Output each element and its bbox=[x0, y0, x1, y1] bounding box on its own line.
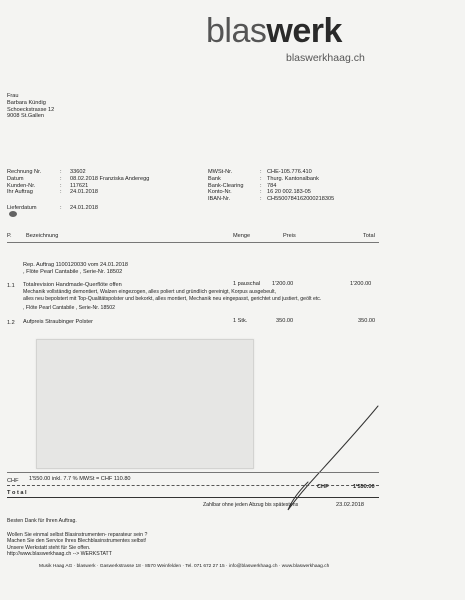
item-note: , Flöte Pearl Cantabile , Serie-Nr. 18502 bbox=[23, 305, 115, 311]
company-website: blaswerkhaag.ch bbox=[286, 52, 365, 64]
item-pos: 1.2 bbox=[7, 320, 15, 326]
recipient-line: 9008 St.Gallen bbox=[7, 113, 45, 120]
item-title: Totalrevision Handmade-Querflöte offen bbox=[23, 282, 122, 288]
bank-colon: : bbox=[260, 169, 262, 175]
item-price: 1'200.00 bbox=[272, 281, 294, 287]
col-header-qty: Menge bbox=[233, 233, 251, 239]
meta-colon: : bbox=[60, 205, 62, 211]
account-number: 16 20 002.183-05 bbox=[267, 189, 311, 196]
meta-label: Datum bbox=[7, 175, 24, 182]
due-date: 23.02.2018 bbox=[336, 502, 364, 508]
meta-colon: : bbox=[60, 175, 62, 182]
payment-terms: Zahlbar ohne jeden Abzug bis spätestens bbox=[203, 502, 299, 508]
meta-colon: : bbox=[60, 189, 62, 196]
iban-number: CH5500784162000218305 bbox=[267, 196, 335, 203]
item-title: Aufpreis Straubinger Polster bbox=[23, 319, 93, 325]
bank-label: Bank bbox=[208, 175, 221, 182]
bank-label: Konto-Nr. bbox=[208, 189, 232, 196]
workshop-line: Wollen Sie einmal selbst Blasinstrumenten- reparateur sein ? bbox=[7, 532, 148, 538]
recipient-line: Schoeckstrasse 12 bbox=[7, 106, 55, 113]
workshop-link: http://www.blaswerkhaag.ch --> WERKSTATT bbox=[7, 551, 112, 558]
delivery-date: 24.01.2018 bbox=[70, 205, 98, 211]
vat-summary: 1'550.00 inkl. 7.7 % MWSt = CHF 110.80 bbox=[29, 476, 131, 482]
item-description: Mechanik vollständig demontiert, Walzen eingezogen, alles poliert und gründlich gereinigt, Korpus ausgebeult, bbox=[23, 289, 276, 295]
total-currency: CHF bbox=[317, 484, 329, 490]
order-reference: Rep. Auftrag 1100120030 vom 24.01.2018 bbox=[23, 262, 129, 268]
total-amount: 1'550.00 bbox=[353, 484, 375, 490]
bank-colon: : bbox=[260, 182, 262, 189]
item-pos: 1.1 bbox=[7, 283, 15, 289]
item-qty: 1 pauschal bbox=[233, 281, 261, 287]
meta-label: Lieferdatum bbox=[7, 205, 37, 211]
company-footer: Musik Haag AG · blaswerk · Gaswerkstrasse 18 · 8570 Weinfelden · Tel. 071 672 27 15 · info@blaswerkhaag.ch · www.blaswerkhaag.ch bbox=[39, 564, 330, 569]
workshop-line: Machen Sie den Service Ihres Blechblasinstrumentes selbst! bbox=[7, 538, 147, 545]
invoice-date: 08.02.2018 Franziska Anderegg bbox=[70, 175, 150, 182]
order-date: 24.01.2018 bbox=[70, 189, 98, 196]
bank-label: IBAN-Nr. bbox=[208, 196, 231, 203]
bank-clearing: 784 bbox=[267, 182, 277, 189]
customer-number: 117621 bbox=[70, 182, 89, 189]
item-price: 350.00 bbox=[276, 318, 294, 324]
order-item: , Flöte Pearl Cantabile , Serie-Nr. 18502 bbox=[23, 269, 123, 275]
item-description: alles neu bepolstert mit Top-Qualitätspolster und bekorkt, alles montiert, Mechanik neu eingepasst, gerichtet und justiert, geölt etc. bbox=[23, 296, 322, 302]
recipient-line: Barbara Kündig bbox=[7, 99, 46, 106]
meta-colon: : bbox=[60, 169, 62, 175]
bank-colon: : bbox=[260, 196, 262, 203]
meta-label: Rechnung Nr. bbox=[7, 169, 42, 175]
item-total: 1'200.00 bbox=[350, 281, 372, 287]
meta-label: Ihr Auftrag bbox=[7, 189, 33, 196]
vat-number: CHE-105.776.410 bbox=[267, 169, 312, 175]
col-header-total: Total bbox=[363, 233, 375, 239]
item-total: 350.00 bbox=[358, 318, 376, 324]
thank-you-note: Besten Dank für Ihren Auftrag. bbox=[7, 518, 77, 524]
col-header-pos: P. bbox=[7, 233, 12, 239]
meta-colon: : bbox=[60, 182, 62, 189]
bank-label: Bank-Clearing bbox=[208, 182, 244, 189]
workshop-note bbox=[7, 532, 147, 558]
total-label: T o t a l bbox=[7, 490, 27, 496]
invoice-number: 33602 bbox=[70, 169, 86, 175]
meta-label: Kunden-Nr. bbox=[7, 182, 36, 189]
recipient-line: Frau bbox=[7, 93, 19, 99]
logo-text-light: blas bbox=[206, 12, 267, 50]
col-header-price: Preis bbox=[283, 233, 296, 239]
summary-rule-top bbox=[7, 472, 379, 473]
logo-text-bold: werk bbox=[266, 12, 342, 50]
bank-label: MWSt-Nr. bbox=[208, 169, 233, 175]
total-underline bbox=[7, 497, 379, 498]
bank-name: Thurg. Kantonalbank bbox=[267, 175, 319, 182]
bank-colon: : bbox=[260, 175, 262, 182]
vat-currency-label: CHF bbox=[7, 478, 19, 484]
bank-colon: : bbox=[260, 189, 262, 196]
item-qty: 1 Stk. bbox=[233, 318, 248, 324]
workshop-line: Unsere Werkstatt steht für Sie offen. bbox=[7, 544, 91, 551]
col-header-desc: Bezeichnung bbox=[26, 233, 59, 239]
